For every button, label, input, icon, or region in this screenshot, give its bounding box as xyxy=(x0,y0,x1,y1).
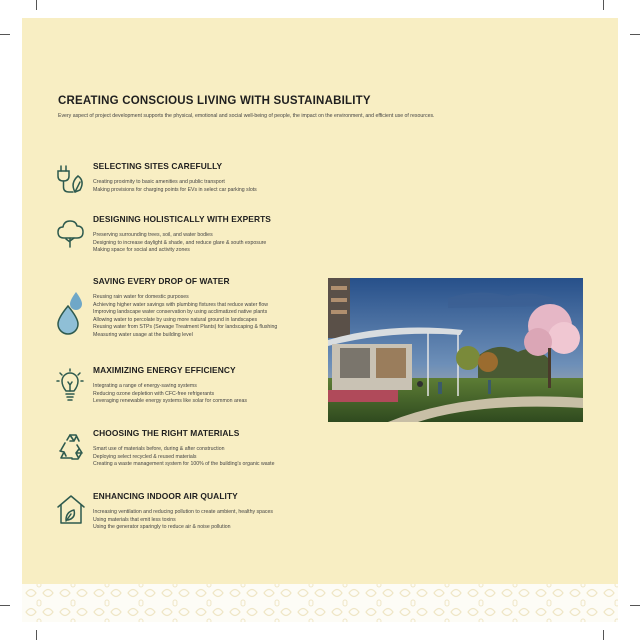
list-item: Making space for social and activity zones xyxy=(93,247,190,254)
crop-mark xyxy=(36,630,37,640)
section-title: SELECTING SITES CAREFULLY xyxy=(93,161,223,171)
crop-mark xyxy=(603,0,604,10)
list-item: Using the generator sparingly to reduce air & noise pollution xyxy=(93,524,231,531)
section-title: DESIGNING HOLISTICALLY WITH EXPERTS xyxy=(93,214,271,224)
leaf-pattern-icon xyxy=(22,584,618,622)
decorative-pattern xyxy=(22,584,618,622)
list-item: Making provisions for charging points for EVs in select car parking slots xyxy=(93,186,257,193)
crop-mark xyxy=(630,605,640,606)
list-item: Improving landscape water conservation by using acclimatized native plants xyxy=(93,309,268,316)
list-item: Achieving higher water savings with plumbing fixtures that reduce water flow xyxy=(93,301,269,308)
list-item: Reusing rain water for domestic purposes xyxy=(93,294,189,300)
list-item: Integrating a range of energy-saving systems xyxy=(93,383,197,389)
list-item: Increasing ventilation and reducing pollution to create ambient, healthy spaces xyxy=(93,509,273,515)
list-item: Creating a waste management system for 100% of the building's organic waste xyxy=(93,461,275,468)
list-item: Preserving surrounding trees, soil, and water bodies xyxy=(93,232,213,238)
landscape-render-image xyxy=(328,278,583,422)
list-item: Smart use of materials before, during & after construction xyxy=(93,446,225,452)
crop-mark xyxy=(0,34,10,35)
list-item: Deploying select recycled & reused materials xyxy=(93,453,197,460)
section-title: ENHANCING INDOOR AIR QUALITY xyxy=(93,491,238,501)
section-title: SAVING EVERY DROP OF WATER xyxy=(93,276,230,286)
list-item: Creating proximity to basic amenities and public transport xyxy=(93,179,225,185)
section-title: CHOOSING THE RIGHT MATERIALS xyxy=(93,428,240,438)
lightbulb-icon xyxy=(56,367,86,401)
crop-mark xyxy=(603,630,604,640)
list-item: Allowing water to percolate by using more natural ground in landscapes xyxy=(93,316,258,323)
list-item: Measuring water usage at the building level xyxy=(93,331,193,338)
crop-mark xyxy=(630,34,640,35)
water-drops-icon xyxy=(56,290,86,336)
crop-mark xyxy=(0,605,10,606)
tree-icon xyxy=(56,216,86,250)
list-item: Reducing ozone depletion with CFC-free refrigerants xyxy=(93,390,215,397)
plug-leaf-icon xyxy=(56,163,86,197)
list-item: Using materials that emit less toxins xyxy=(93,516,176,523)
list-item: Leveraging renewable energy systems like solar for common areas xyxy=(93,398,247,405)
house-leaf-icon xyxy=(56,493,86,527)
list-item: Designing to increase daylight & shade, and reduce glare & south exposure xyxy=(93,239,267,246)
page-intro: Every aspect of project development supports the physical, emotional and social well-being of people, the impact on the environment, and efficient use of resources. xyxy=(58,113,435,119)
section-title: MAXIMIZING ENERGY EFFICIENCY xyxy=(93,365,236,375)
crop-mark xyxy=(36,0,37,10)
list-item: Reusing water from STPs (Sewage Treatment Plants) for landscaping & flushing xyxy=(93,324,278,331)
page-title: CREATING CONSCIOUS LIVING WITH SUSTAINABILITY xyxy=(58,95,371,107)
recycle-icon xyxy=(56,430,86,464)
